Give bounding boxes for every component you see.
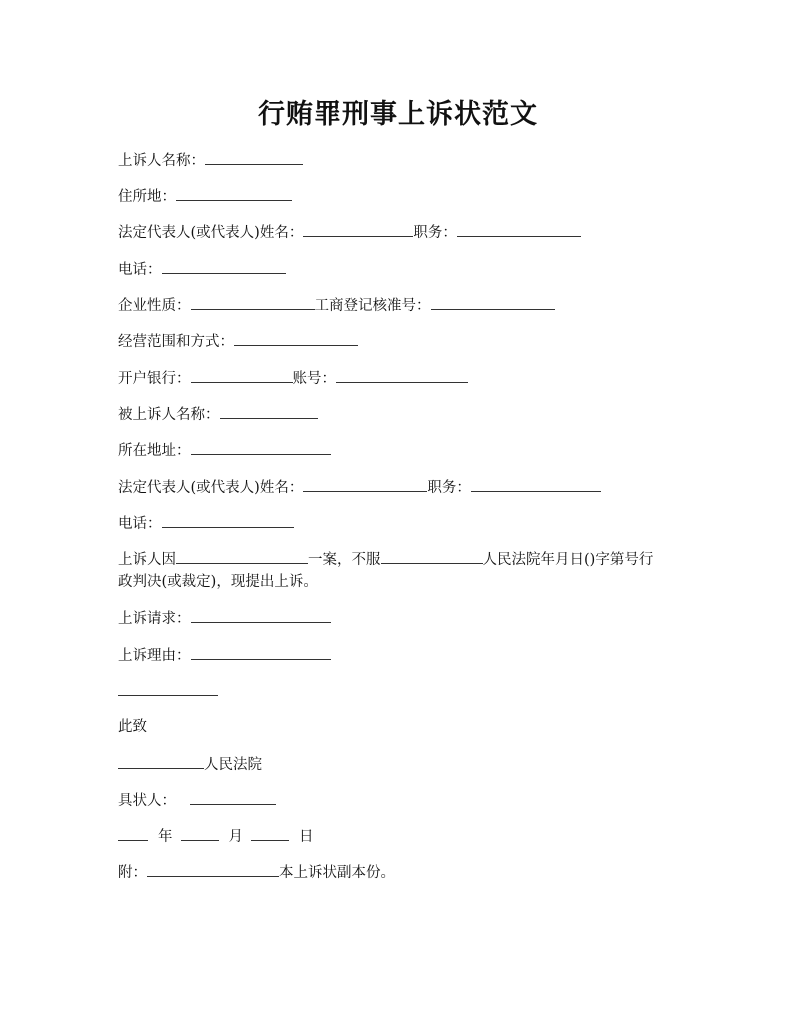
case-part2: 一案，不服	[308, 552, 381, 568]
month-blank[interactable]	[181, 826, 219, 841]
request-label: 上诉请求：	[118, 611, 191, 627]
court-blank[interactable]	[118, 754, 204, 769]
legal-rep2-blank[interactable]	[303, 477, 427, 492]
case-part1: 上诉人因	[118, 552, 176, 568]
petitioner-line	[118, 790, 276, 811]
bank-line	[118, 368, 468, 389]
closing-line	[118, 717, 147, 737]
extra-blank-line	[118, 681, 218, 702]
position-blank[interactable]	[457, 222, 581, 237]
attachment-line	[118, 862, 395, 883]
case-line2-text: 政判决(或裁定)，现提出上诉。	[118, 574, 318, 590]
petitioner-label: 具状人：	[118, 793, 176, 809]
reason-continuation-blank[interactable]	[118, 681, 218, 696]
residence-blank[interactable]	[176, 186, 292, 201]
phone2-label: 电话：	[118, 516, 162, 532]
legal-rep2-label: 法定代表人(或代表人)姓名：	[118, 480, 304, 496]
phone-blank[interactable]	[162, 259, 286, 274]
case-name-blank[interactable]	[176, 549, 308, 564]
court-name-blank[interactable]	[381, 549, 483, 564]
account-blank[interactable]	[336, 368, 468, 383]
case-part3: 人民法院年月日()字第号行	[482, 552, 654, 568]
day-label: 日	[299, 829, 314, 845]
business-scope-line	[118, 331, 358, 352]
business-reg-blank[interactable]	[431, 295, 555, 310]
appellee-name-label: 被上诉人名称：	[118, 407, 220, 423]
phone2-blank[interactable]	[162, 513, 294, 528]
case-line-2	[118, 572, 318, 592]
business-scope-label: 经营范围和方式：	[118, 334, 234, 350]
position2-label: 职务：	[427, 480, 471, 496]
position2-blank[interactable]	[471, 477, 601, 492]
business-scope-blank[interactable]	[234, 331, 358, 346]
phone-label: 电话：	[118, 262, 162, 278]
address-label: 所在地址：	[118, 443, 191, 459]
attachment-blank[interactable]	[147, 862, 279, 877]
phone2-line	[118, 513, 294, 534]
closing-text: 此致	[118, 719, 147, 735]
reason-line	[118, 645, 331, 666]
legal-rep-blank[interactable]	[303, 222, 413, 237]
enterprise-nature-blank[interactable]	[191, 295, 315, 310]
appellant-name-line	[118, 150, 303, 171]
legal-rep-line	[118, 222, 581, 243]
attachment-suffix: 本上诉状副本份。	[279, 865, 395, 881]
residence-label: 住所地：	[118, 189, 176, 205]
residence-line	[118, 186, 292, 207]
enterprise-line	[118, 295, 555, 316]
year-label: 年	[158, 829, 173, 845]
court-suffix: 人民法院	[204, 757, 262, 773]
day-blank[interactable]	[251, 826, 289, 841]
document-title: 行贿罪刑事上诉状范文	[258, 99, 538, 130]
month-label: 月	[228, 829, 243, 845]
petitioner-blank[interactable]	[190, 790, 276, 805]
reason-label: 上诉理由：	[118, 648, 191, 664]
account-label: 账号：	[292, 371, 336, 387]
legal-rep2-line	[118, 477, 601, 498]
appellant-name-label: 上诉人名称：	[118, 153, 205, 169]
appellee-name-blank[interactable]	[220, 404, 318, 419]
court-line	[118, 754, 262, 775]
bank-blank[interactable]	[191, 368, 293, 383]
appellee-name-line	[118, 404, 318, 425]
address-blank[interactable]	[191, 440, 331, 455]
request-blank[interactable]	[191, 608, 331, 623]
reason-blank[interactable]	[191, 645, 331, 660]
enterprise-nature-label: 企业性质：	[118, 298, 191, 314]
request-line	[118, 608, 331, 629]
business-reg-label: 工商登记核准号：	[314, 298, 431, 314]
year-blank[interactable]	[118, 826, 148, 841]
legal-rep-label: 法定代表人(或代表人)姓名：	[118, 225, 304, 241]
date-line	[118, 826, 314, 847]
position-label: 职务：	[413, 225, 457, 241]
bank-label: 开户银行：	[118, 371, 191, 387]
phone-line	[118, 259, 286, 280]
attachment-prefix: 附：	[118, 865, 147, 881]
appellant-name-blank[interactable]	[205, 150, 303, 165]
address-line	[118, 440, 331, 461]
case-line-1	[118, 549, 653, 570]
